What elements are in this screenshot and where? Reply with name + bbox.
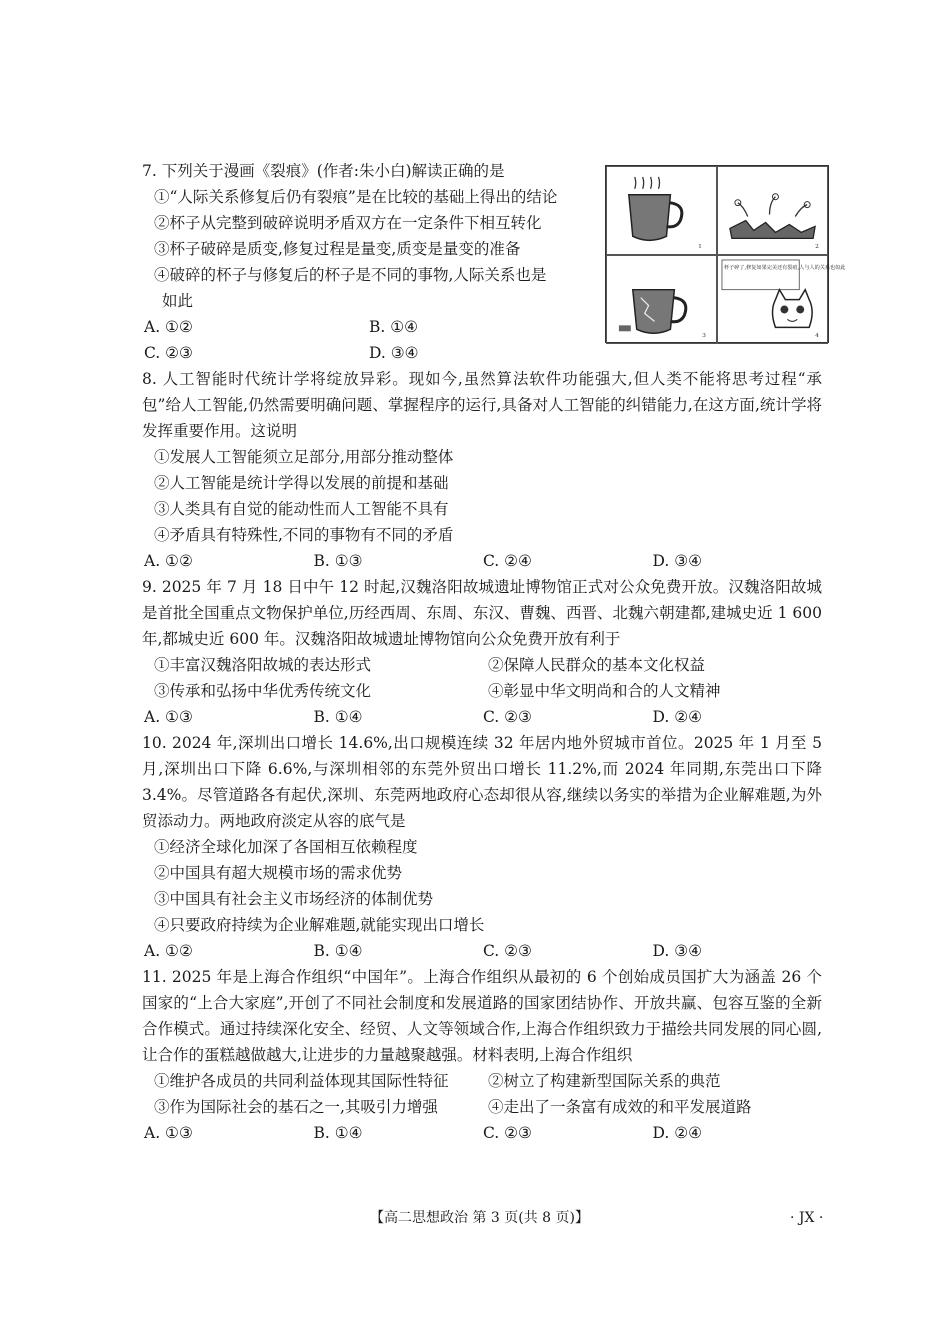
statement-1: ①“人际关系修复后仍有裂痕”是在比较的基础上得出的结论 bbox=[154, 188, 558, 206]
statement-3: ③传承和弘扬中华优秀传统文化 bbox=[154, 682, 372, 700]
choice-c[interactable]: C. ②③ bbox=[483, 1124, 532, 1142]
question-stem: 8. 人工智能时代统计学将绽放异彩。现如今,虽然算法软件功能强大,但人类不能将思考过程“承包”给人工智能,仍然需要明确问题、掌握程序的运行,具备对人工智能的纠错能力,在这方面,统计学将发挥重要作用。这说明 bbox=[142, 370, 822, 440]
question-stem: 7. 下列关于漫画《裂痕》(作者:朱小白)解读正确的是 bbox=[142, 162, 505, 180]
cartoon-caption: 杯子碎了,修复如果完美还有裂痕,人与人的关系也如此 bbox=[723, 265, 846, 272]
statement-2: ②保障人民群众的基本文化权益 bbox=[488, 656, 706, 674]
choice-a[interactable]: A. ①③ bbox=[144, 708, 193, 726]
statement-1: ①维护各成员的共同利益体现其国际性特征 bbox=[154, 1072, 449, 1090]
svg-text:3: 3 bbox=[702, 332, 706, 340]
statement-1: ①丰富汉魏洛阳故城的表达形式 bbox=[154, 656, 372, 674]
choice-b[interactable]: B. ①③ bbox=[313, 552, 363, 570]
question-stem: 10. 2024 年,深圳出口增长 14.6%,出口规模连续 32 年居内地外贸城市首位。2025 年 1 月至 5 月,深圳出口下降 6.6%,与深圳相邻的东莞外贸出口增长 11.2%,而 2024 年同期,东莞出口下降 3.4%。尽管道路各有起伏,深圳、东莞两地政府心态却很从容,继续以务实的举措为企业解难题,为外贸添动力。两地政府淡定从容的底气是 bbox=[142, 734, 822, 830]
footer-code: · JX · bbox=[790, 1210, 824, 1226]
statement-3: ③中国具有社会主义市场经济的体制优势 bbox=[154, 890, 434, 908]
question-9 bbox=[142, 574, 822, 730]
choice-d[interactable]: D. ③④ bbox=[369, 344, 419, 362]
choice-a[interactable]: A. ①③ bbox=[144, 1124, 193, 1142]
intact-cup-illustration bbox=[607, 167, 716, 254]
question-stem: 11. 2025 年是上海合作组织“中国年”。上海合作组织从最初的 6 个创始成员国扩大为涵盖 26 个国家的“上合大家庭”,开创了不同社会制度和发展道路的国家团结协作、开放共赢、包容互鉴的全新合作模式。通过持续深化安全、经贸、人文等领域合作,上海合作组织致力于描绘共同发展的同心圆,让合作的蛋糕越做越大,让进步的力量越聚越强。材料表明,上海合作组织 bbox=[142, 968, 822, 1064]
choices-row bbox=[144, 938, 822, 964]
question-8 bbox=[142, 366, 822, 574]
choice-b[interactable]: B. ①④ bbox=[313, 1124, 363, 1142]
statement-3: ③杯子破碎是质变,修复过程是量变,质变是量变的准备 bbox=[154, 240, 521, 258]
statements-row-1 bbox=[154, 1068, 822, 1094]
question-stem: 9. 2025 年 7 月 18 日中午 12 时起,汉魏洛阳故城遗址博物馆正式对公众免费开放。汉魏洛阳故城是首批全国重点文物保护单位,历经西周、东周、东汉、曹魏、西晋、北魏六朝建都,建城史近 1 600 年,都城史近 600 年。汉魏洛阳故城遗址博物馆向公众免费开放有利于 bbox=[142, 578, 822, 648]
statement-3: ③人类具有自觉的能动性而人工智能不具有 bbox=[154, 500, 449, 518]
footer-page-info: 【高二思想政治 第 3 页(共 8 页)】 bbox=[370, 1210, 589, 1226]
choice-a[interactable]: A. ①② bbox=[144, 552, 193, 570]
question-11 bbox=[142, 964, 822, 1146]
statement-4: ④矛盾具有特殊性,不同的事物有不同的矛盾 bbox=[154, 526, 454, 544]
question-10 bbox=[142, 730, 822, 964]
statement-3: ③作为国际社会的基石之一,其吸引力增强 bbox=[154, 1098, 438, 1116]
cat-speaker-illustration bbox=[718, 256, 846, 343]
choice-d[interactable]: D. ②④ bbox=[652, 708, 703, 726]
statement-4: ④只要政府持续为企业解难题,就能实现出口增长 bbox=[154, 916, 485, 934]
choice-d[interactable]: D. ③④ bbox=[652, 552, 703, 570]
cartoon-crack bbox=[605, 165, 846, 343]
choices-row-1 bbox=[144, 314, 594, 340]
statement-2: ②杯子从完整到破碎说明矛盾双方在一定条件下相互转化 bbox=[154, 214, 542, 232]
cartoon-panel-1 bbox=[606, 166, 717, 255]
statement-4: ④走出了一条富有成效的和平发展道路 bbox=[488, 1098, 752, 1116]
choice-a[interactable]: A. ①② bbox=[144, 942, 193, 960]
statements-row-2 bbox=[154, 1094, 822, 1120]
choices-row bbox=[144, 704, 822, 730]
choices-row bbox=[144, 1120, 822, 1146]
choice-b[interactable]: B. ①④ bbox=[369, 318, 419, 336]
statement-2: ②人工智能是统计学得以发展的前提和基础 bbox=[154, 474, 449, 492]
statements-row-2 bbox=[154, 678, 822, 704]
cartoon-panel-4 bbox=[717, 255, 846, 344]
cartoon-panel-2 bbox=[717, 166, 828, 255]
choice-d[interactable]: D. ②④ bbox=[652, 1124, 703, 1142]
choice-c[interactable]: C. ②④ bbox=[483, 552, 532, 570]
statement-2: ②中国具有超大规模市场的需求优势 bbox=[154, 864, 403, 882]
statement-1: ①发展人工智能须立足部分,用部分推动整体 bbox=[154, 448, 454, 466]
choice-c[interactable]: C. ②③ bbox=[483, 708, 532, 726]
svg-text:2: 2 bbox=[815, 243, 819, 251]
svg-text:1: 1 bbox=[698, 243, 702, 251]
svg-text:4: 4 bbox=[815, 332, 819, 340]
choices-row bbox=[144, 548, 822, 574]
statement-4-continued: 如此 bbox=[162, 292, 194, 310]
choice-c[interactable]: C. ②③ bbox=[483, 942, 532, 960]
choice-b[interactable]: B. ①④ bbox=[313, 942, 363, 960]
statement-1: ①经济全球化加深了各国相互依赖程度 bbox=[154, 838, 418, 856]
statements-row-1 bbox=[154, 652, 822, 678]
statement-4: ④破碎的杯子与修复后的杯子是不同的事物,人际关系也是 bbox=[154, 266, 547, 284]
cartoon-panel-3 bbox=[606, 255, 717, 344]
statement-2: ②树立了构建新型国际关系的典范 bbox=[488, 1072, 721, 1090]
broken-cup-illustration bbox=[718, 167, 827, 254]
choices-row-2 bbox=[144, 340, 594, 366]
choice-c[interactable]: C. ②③ bbox=[144, 344, 193, 362]
choice-a[interactable]: A. ①② bbox=[144, 318, 193, 336]
statement-4: ④彰显中华文明尚和合的人文精神 bbox=[488, 682, 721, 700]
repaired-cup-illustration bbox=[607, 256, 716, 343]
choice-d[interactable]: D. ③④ bbox=[652, 942, 703, 960]
choice-b[interactable]: B. ①④ bbox=[313, 708, 363, 726]
